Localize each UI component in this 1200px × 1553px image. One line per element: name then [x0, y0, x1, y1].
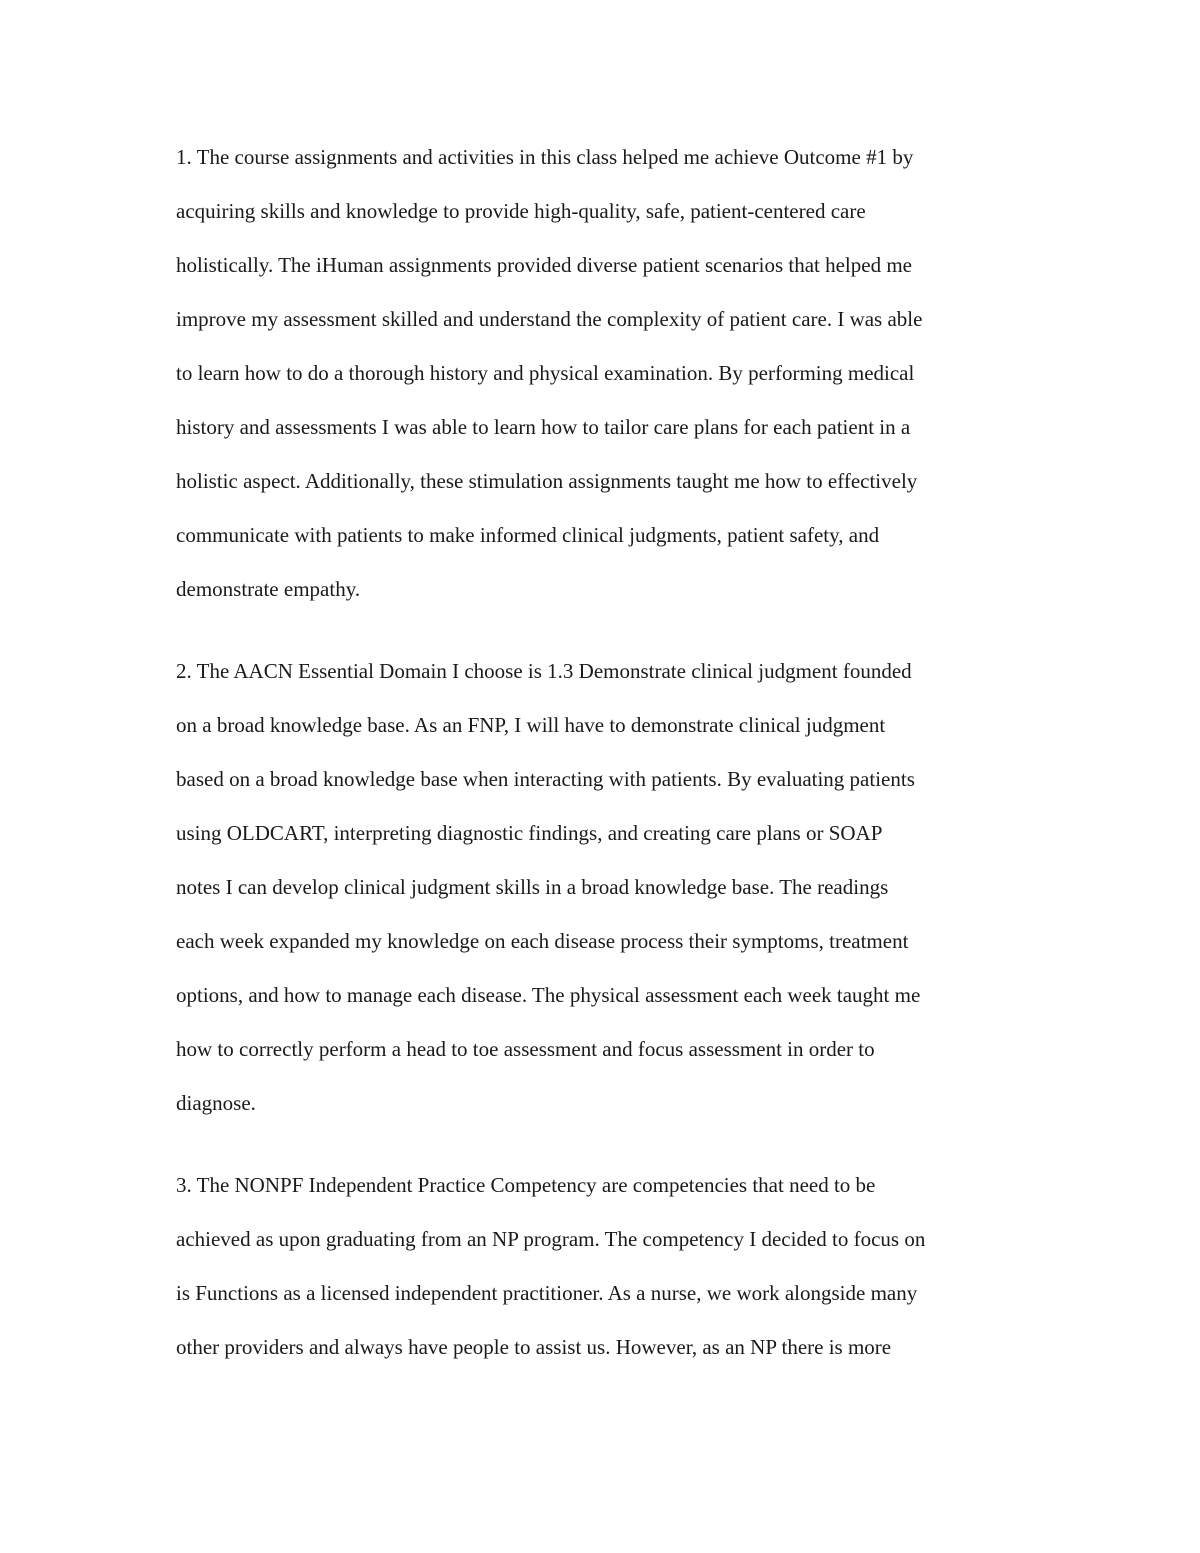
- text-line: holistically. The iHuman assignments provided diverse patient scenarios that helped me: [176, 253, 912, 277]
- text-line: communicate with patients to make informed clinical judgments, patient safety, and: [176, 523, 880, 547]
- text-line: each week expanded my knowledge on each disease process their symptoms, treatment: [176, 929, 909, 953]
- text-line: improve my assessment skilled and understand the complexity of patient care. I was able: [176, 307, 923, 331]
- text-line: achieved as upon graduating from an NP program. The competency I decided to focus on: [176, 1227, 926, 1251]
- text-line: on a broad knowledge base. As an FNP, I will have to demonstrate clinical judgment: [176, 713, 886, 737]
- paragraph-aacn-domain: [176, 644, 1036, 1130]
- text-line: diagnose.: [176, 1091, 256, 1115]
- text-line: options, and how to manage each disease. The physical assessment each week taught me: [176, 983, 921, 1007]
- text-line: holistic aspect. Additionally, these stimulation assignments taught me how to effectively: [176, 469, 918, 493]
- text-line: 3. The NONPF Independent Practice Competency are competencies that need to be: [176, 1173, 876, 1197]
- text-line: notes I can develop clinical judgment skills in a broad knowledge base. The readings: [176, 875, 889, 899]
- paragraph-nonpf-competency: [176, 1158, 1036, 1374]
- text-line: acquiring skills and knowledge to provide high-quality, safe, patient-centered care: [176, 199, 866, 223]
- text-line: using OLDCART, interpreting diagnostic findings, and creating care plans or SOAP: [176, 821, 883, 845]
- paragraph-outcome-1: [176, 130, 1036, 616]
- text-line: how to correctly perform a head to toe assessment and focus assessment in order to: [176, 1037, 875, 1061]
- text-line: other providers and always have people to assist us. However, as an NP there is more: [176, 1335, 892, 1359]
- text-line: is Functions as a licensed independent practitioner. As a nurse, we work alongside many: [176, 1281, 918, 1305]
- text-line: 1. The course assignments and activities in this class helped me achieve Outcome #1 by: [176, 145, 914, 169]
- text-line: 2. The AACN Essential Domain I choose is 1.3 Demonstrate clinical judgment founded: [176, 659, 912, 683]
- text-line: demonstrate empathy.: [176, 577, 361, 601]
- text-line: to learn how to do a thorough history and physical examination. By performing medical: [176, 361, 915, 385]
- text-line: history and assessments I was able to learn how to tailor care plans for each patient in a: [176, 415, 911, 439]
- text-line: based on a broad knowledge base when interacting with patients. By evaluating patients: [176, 767, 915, 791]
